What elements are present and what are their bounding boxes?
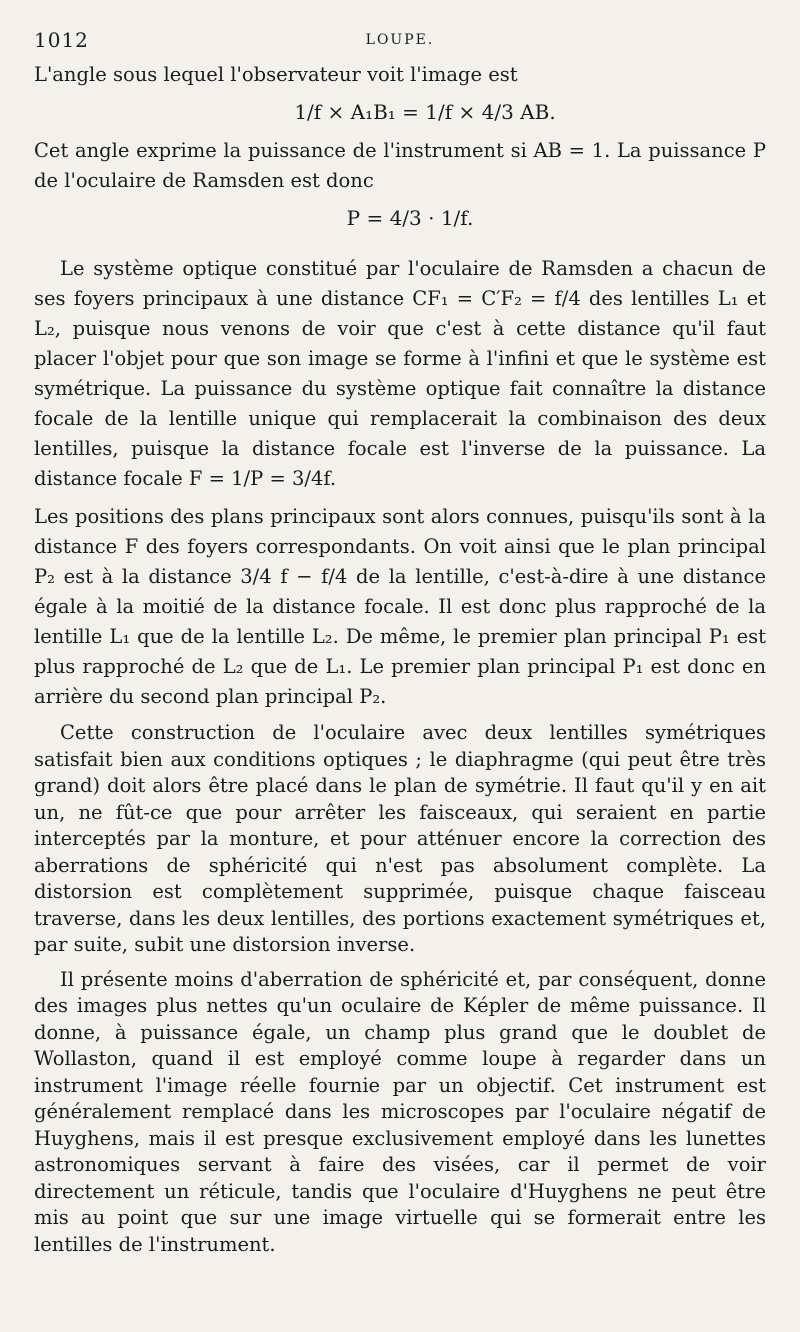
page-body	[34, 60, 766, 1258]
formula-1-text: 1/f × A₁B₁ = 1/f × 4/3 AB.	[294, 100, 556, 124]
paragraph-4: Les positions des plans principaux sont alors connues, puisqu'ils sont à la distance F des foyers correspondants. On voit ainsi que le plan principal P₂ est à la distance 3/4 f − f/4 de la lentille, c'est-à-dire à une distance égale à la moitié de la distance focale. Il est donc plus rapproché de la lentille L₁ que de la lentille L₂. De même, le premier plan principal P₁ est plus rapproché de L₂ que de L₁. Le premier plan principal P₁ est donc en arrière du second plan principal P₂.	[34, 505, 766, 708]
paragraph-6: Il présente moins d'aberration de sphéricité et, par conséquent, donne des images plus nettes qu'un oculaire de Képler de même puissance. Il donne, à puissance égale, un champ plus grand que le doublet de Wollaston, quand il est employé comme loupe à regarder dans un instrument l'image réelle fournie par un objectif. Cet instrument est généralement remplacé dans les microscopes par l'oculaire négatif de Huyghens, mais il est presque exclusivement employé dans les lunettes astronomiques servant à faire des visées, car il permet de voir directement un réticule, tandis que l'oculaire d'Huyghens ne peut être mis au point que sur une image virtuelle qui se formerait entre les lentilles de l'instrument.	[34, 967, 766, 1256]
running-title: LOUPE.	[365, 32, 435, 48]
formula-1	[34, 98, 766, 126]
paragraph-3: Le système optique constitué par l'oculaire de Ramsden a chacun de ses foyers principaux à une distance CF₁ = C′F₂ = f/4 des lentilles L₁ et L₂, puisque nous venons de voir que c'est à cette distance qu'il faut placer l'objet pour que son image se forme à l'infini et que le système est symétrique. La puissance du système optique fait connaître la distance focale de la lentille unique qui remplacerait la combinaison des deux lentilles, puisque la distance focale est l'inverse de la puissance. La distance focale F = 1/P = 3/4f.	[34, 257, 766, 490]
page-header	[34, 28, 766, 56]
formula-2	[34, 204, 766, 232]
page-number: 1012	[34, 28, 89, 52]
paragraph-5: Cette construction de l'oculaire avec deux lentilles symétriques satisfait bien aux conditions optiques ; le diaphragme (qui peut être très grand) doit alors être placé dans le plan de symétrie. Il faut qu'il y en ait un, ne fût-ce que pour arrêter les faisceaux, qui seraient en partie interceptés par la monture, et pour atténuer encore la correction des aberrations de sphéricité qui n'est pas absolument complète. La distorsion est complètement supprimée, puisque chaque faisceau traverse, dans les deux lentilles, des portions exactement symétriques et, par suite, subit une distorsion inverse.	[34, 721, 766, 956]
formula-2-text: P = 4/3 · 1/f.	[346, 206, 474, 230]
paragraph-2: Cet angle exprime la puissance de l'instrument si AB = 1. La puissance P de l'oculaire de Ramsden est donc	[34, 139, 766, 192]
paragraph-1: L'angle sous lequel l'observateur voit l'image est	[34, 63, 518, 86]
